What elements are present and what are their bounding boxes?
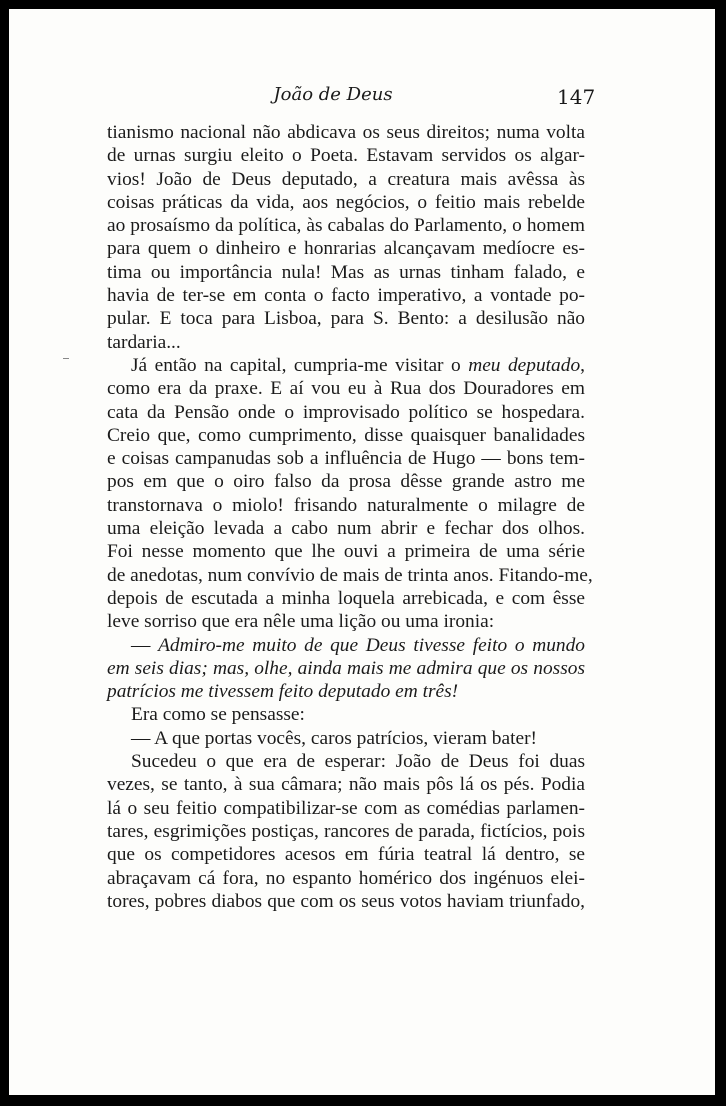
text-line bbox=[107, 657, 585, 680]
text-line: Foi nesse momento que lhe ouvi a primeira de uma série bbox=[107, 541, 585, 563]
text-line: tares, esgrimições postiças, rancores de parada, fictícios, pois bbox=[107, 820, 585, 842]
text-line: leve sorriso que era nêle uma lição ou uma ironia: bbox=[107, 611, 495, 633]
body-text bbox=[107, 121, 593, 913]
text-line: lá o seu feitio compatibilizar-se com as comédias parlamen- bbox=[107, 797, 585, 819]
text-line: vezes, se tanto, à sua câmara; não mais pôs lá os pés. Podia bbox=[107, 774, 585, 796]
text-line: transtornava o miolo! frisando naturalmente o milagre de bbox=[107, 494, 585, 516]
text-line: de anedotas, num convívio de mais de trinta anos. Fitando-me, bbox=[107, 564, 593, 586]
text-run: , bbox=[580, 354, 585, 376]
text-line: Era como se pensasse: bbox=[131, 704, 305, 726]
text-line: depois de escutada a minha loquela arrebicada, e com êsse bbox=[107, 587, 585, 609]
text-line: tores, pobres diabos que com os seus votos haviam triunfado, bbox=[107, 890, 585, 912]
text-line: havia de ter-se em conta o facto imperativo, a vontade po- bbox=[107, 285, 585, 307]
text-line: pos em que o oiro falso da prosa dêsse grande astro me bbox=[107, 471, 585, 493]
text-line: de urnas surgiu eleito o Poeta. Estavam servidos os algar- bbox=[107, 145, 585, 167]
text-line: abraçavam cá fora, no espanto homérico dos ingénuos elei- bbox=[107, 867, 585, 889]
text-line: cata da Pensão onde o improvisado político se hospedara. bbox=[107, 401, 585, 423]
text-line: tima ou importância nula! Mas as urnas tinham falado, e bbox=[107, 261, 585, 283]
text-line: vios! João de Deus deputado, a creatura mais avêssa às bbox=[107, 168, 585, 190]
margin-mark bbox=[63, 358, 69, 359]
text-line: e coisas campanudas sob a influência de Hugo — bons tem- bbox=[107, 448, 585, 470]
text-line: como era da praxe. E aí vou eu à Rua dos Douradores em bbox=[107, 378, 585, 400]
italic-run: patrícios me tivessem feito deputado em três! bbox=[107, 681, 459, 703]
text-run: — bbox=[131, 634, 159, 656]
text-line: para quem o dinheiro e honrarias alcançavam medíocre es- bbox=[107, 238, 585, 260]
text-line: pular. E toca para Lisboa, para S. Bento: a desilusão não bbox=[107, 308, 585, 330]
italic-run: em seis dias; mas, olhe, ainda mais me admira que os nossos bbox=[107, 657, 585, 679]
text-run: Já então na capital, cumpria-me visitar o bbox=[131, 354, 469, 376]
text-line: ao prosaísmo da política, às cabalas do Parlamento, o homem bbox=[107, 215, 585, 237]
page-header bbox=[9, 81, 715, 109]
text-line: tianismo nacional não abdicava os seus direitos; numa volta bbox=[107, 122, 585, 143]
text-line: tardaria... bbox=[107, 331, 181, 353]
text-line: uma eleição levada a cabo num abrir e fechar dos olhos. bbox=[107, 518, 585, 540]
page-number: 147 bbox=[557, 85, 596, 109]
page bbox=[9, 9, 715, 1095]
italic-run: Admiro-me muito de que Deus tivesse feito o mundo bbox=[158, 634, 585, 656]
text-line: Sucedeu o que era de esperar: João de Deus foi duas bbox=[131, 751, 585, 773]
text-line: que os competidores acesos em fúria teatral lá dentro, se bbox=[107, 844, 585, 866]
italic-run: meu deputado bbox=[468, 354, 581, 376]
text-line: — A que portas vocês, caros patrícios, vieram bater! bbox=[131, 727, 537, 749]
text-line bbox=[107, 354, 585, 377]
text-line bbox=[107, 634, 585, 657]
text-line bbox=[107, 680, 585, 703]
running-title: João de Deus bbox=[273, 84, 393, 105]
text-line: coisas práticas da vida, aos negócios, o feitio mais rebelde bbox=[107, 191, 585, 213]
text-line: Creio que, como cumprimento, disse quaisquer banalidades bbox=[107, 424, 585, 446]
